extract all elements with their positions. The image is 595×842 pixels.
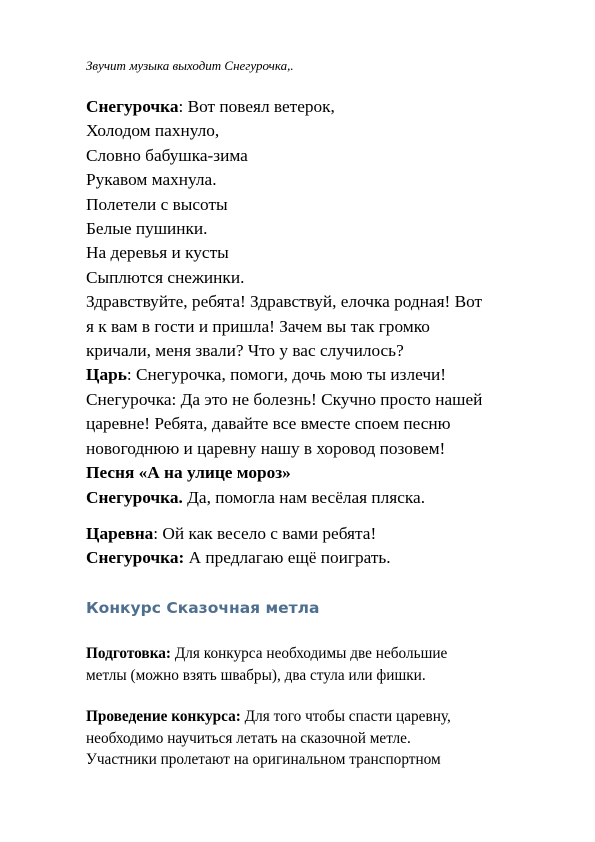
script-line [86,546,566,570]
script-line: Белые пушинки. [86,219,208,239]
script-line [86,522,566,546]
speaker-name: Царевна [86,523,154,543]
paragraph-line: Участники пролетают на оригинальном транспортном [86,751,441,768]
paragraph-label: Проведение конкурса: [86,708,241,725]
script-line [86,95,566,119]
script-line: Снегурочка: Да это не болезнь! Скучно просто нашей [86,389,483,409]
script-line: Здравствуйте, ребята! Здравствуй, елочка родная! Вот [86,292,483,312]
section-heading: Конкурс Сказочная метла [86,599,320,617]
paragraph-gap [86,510,566,522]
script-line: я к вам в гости и пришла! Зачем вы так громко [86,316,430,336]
speaker-name: Снегурочка. [86,487,183,507]
line-text: Ой как весело с вами ребята! [162,523,377,543]
line-text: Да, помогла нам весёлая пляска. [187,487,426,507]
script-line: царевне! Ребята, давайте все вместе споем песню [86,414,451,434]
paragraph-label: Подготовка: [86,645,172,662]
speaker-separator: : [178,97,188,116]
script-line: Полетели с высоты [86,194,228,214]
script-text [86,95,566,571]
script-line [86,363,566,387]
song-title: Песня «А на улице мороз» [86,463,291,483]
paragraph-line: метлы (можно взять швабры), два стула или фишки. [86,666,426,684]
script-line: Рукавом махнула. [86,170,217,190]
script-line: кричали, меня звали? Что у вас случилось? [86,341,404,361]
speaker-separator: : [153,523,163,543]
paragraph-line: необходимо научиться летать на сказочной метле. [86,729,411,747]
paragraph-text: Для того чтобы спасти царевну, [244,708,451,725]
script-line: На деревья и кусты [86,243,229,263]
paragraph-text: Для конкурса необходимы две небольшие [174,645,448,662]
script-line [86,486,566,510]
script-line: новогоднюю и царевну нашу в хоровод позовем! [86,438,446,458]
preparation-paragraph [86,643,556,686]
script-line: Сыплются снежинки. [86,267,245,287]
paragraph-line [86,643,556,665]
script-line: Словно бабушка-зима [86,145,248,165]
speaker-name: Снегурочка: [86,548,185,568]
conduct-paragraph [86,706,556,771]
line-text: Вот повеял ветерок, [187,97,335,116]
speaker-name: Царь [86,365,127,385]
script-line: Холодом пахнуло, [86,121,220,141]
stage-direction: Звучит музыка выходит Снегурочка,. [86,58,294,73]
speaker-separator: : [126,365,136,385]
speaker-name: Снегурочка [86,97,179,116]
line-text: А предлагаю ещё поиграть. [188,548,391,568]
line-text: Снегурочка, помоги, дочь мою ты излечи! [135,365,447,385]
paragraph-line [86,706,556,728]
